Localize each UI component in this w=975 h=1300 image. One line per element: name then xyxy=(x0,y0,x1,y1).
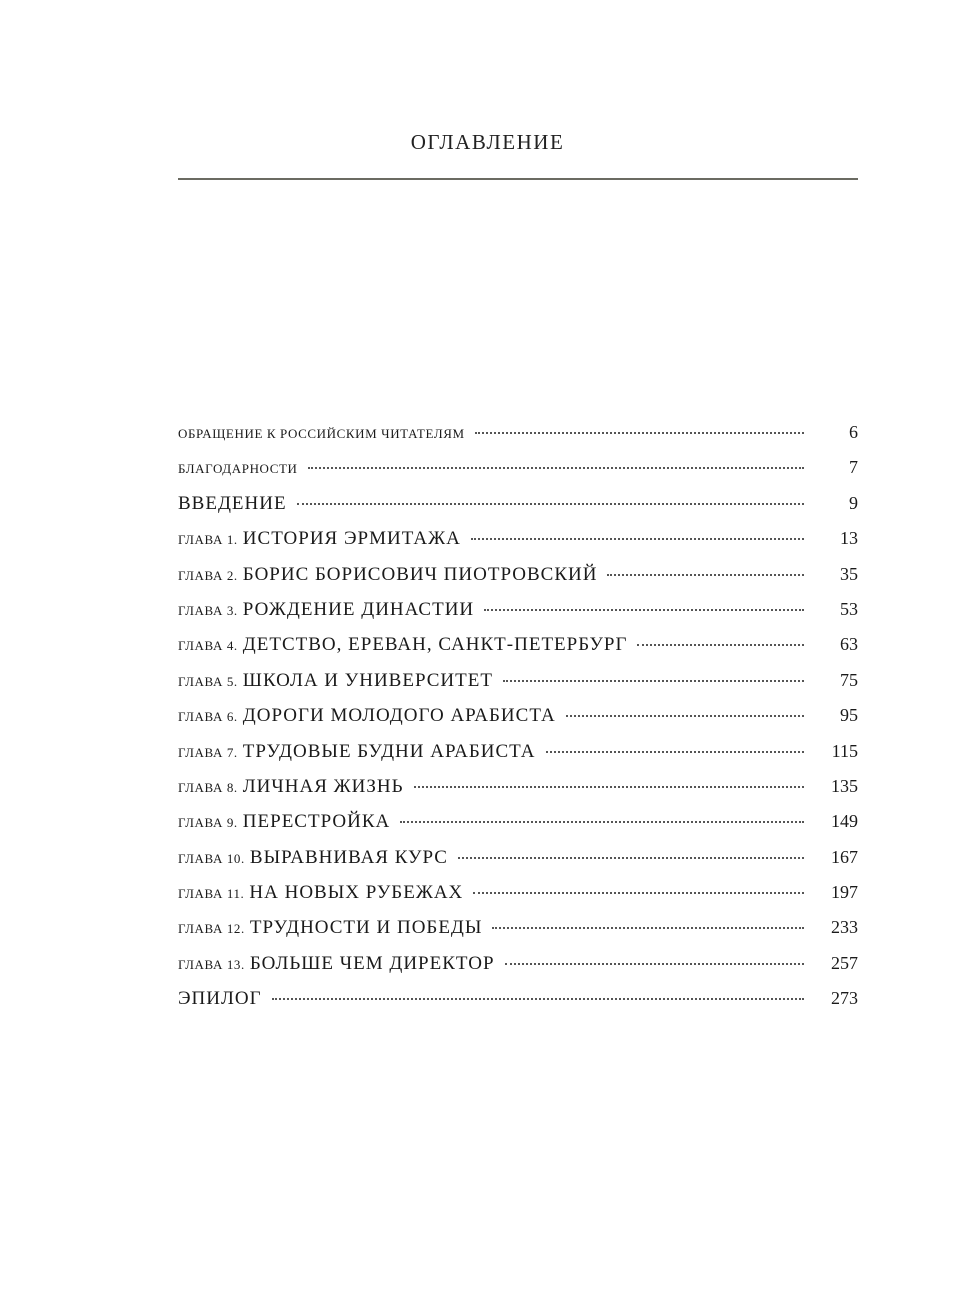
table-of-contents xyxy=(178,415,858,1017)
chapter-title: ТРУДОВЫЕ БУДНИ АРАБИСТА xyxy=(242,740,536,762)
chapter-number: ГЛАВА 1. xyxy=(178,532,238,548)
chapter-title: БЛАГОДАРНОСТИ xyxy=(178,461,298,477)
chapter-number: ГЛАВА 5. xyxy=(178,673,238,689)
chapter-title: БОРИС БОРИСОВИЧ ПИОТРОВСКИЙ xyxy=(242,563,598,585)
page-number: 167 xyxy=(831,846,858,867)
chapter-number: ГЛАВА 2. xyxy=(178,567,238,583)
toc-entry[interactable] xyxy=(178,946,858,981)
chapter-title: ЭПИЛОГ xyxy=(178,988,262,1010)
toc-entry-label xyxy=(178,804,390,840)
chapter-title: ЛИЧНАЯ ЖИЗНЬ xyxy=(242,775,404,797)
toc-entry-label xyxy=(178,557,597,593)
toc-entry[interactable] xyxy=(178,557,858,592)
page-number: 135 xyxy=(831,775,858,796)
dot-leader xyxy=(400,820,804,823)
toc-entry-label xyxy=(178,698,556,734)
dot-leader xyxy=(308,466,805,469)
toc-entry-label xyxy=(178,910,482,946)
toc-entry-label xyxy=(178,416,465,451)
page-number: 149 xyxy=(831,811,858,832)
chapter-number: ГЛАВА 8. xyxy=(178,779,238,795)
dot-leader xyxy=(272,997,804,1000)
toc-entry-label xyxy=(178,663,493,699)
page-number: 197 xyxy=(831,882,858,903)
toc-entry[interactable] xyxy=(178,698,858,733)
chapter-title: ПЕРЕСТРОЙКА xyxy=(242,811,391,833)
dot-leader xyxy=(414,785,804,788)
page-number: 9 xyxy=(849,492,858,513)
chapter-title: ИСТОРИЯ ЭРМИТАЖА xyxy=(242,528,461,550)
page-number: 63 xyxy=(840,634,858,655)
toc-entry-label xyxy=(178,734,536,770)
dot-leader xyxy=(475,431,804,434)
chapter-title: НА НОВЫХ РУБЕЖАХ xyxy=(249,882,464,904)
toc-entry-label xyxy=(178,592,474,628)
chapter-title: ВЫРАВНИВАЯ КУРС xyxy=(249,846,448,868)
toc-entry[interactable] xyxy=(178,840,858,875)
dot-leader xyxy=(566,714,804,717)
chapter-title: БОЛЬШЕ ЧЕМ ДИРЕКТОР xyxy=(249,952,495,974)
toc-entry-label xyxy=(178,769,404,805)
page-number: 13 xyxy=(840,528,858,549)
dot-leader xyxy=(297,502,804,505)
toc-entry[interactable] xyxy=(178,627,858,662)
toc-entry[interactable] xyxy=(178,734,858,769)
page-number: 95 xyxy=(840,705,858,726)
dot-leader xyxy=(503,679,804,682)
toc-entry[interactable] xyxy=(178,910,858,945)
toc-entry[interactable] xyxy=(178,981,858,1016)
page-number: 35 xyxy=(840,563,858,584)
dot-leader xyxy=(546,750,805,753)
toc-entry-label xyxy=(178,946,495,982)
toc-entry[interactable] xyxy=(178,415,858,450)
page-number: 75 xyxy=(840,669,858,690)
chapter-number: ГЛАВА 10. xyxy=(178,850,245,866)
toc-entry[interactable] xyxy=(178,875,858,910)
toc-entry[interactable] xyxy=(178,486,858,521)
dot-leader xyxy=(471,537,804,540)
chapter-title: ОБРАЩЕНИЕ К РОССИЙСКИМ ЧИТАТЕЛЯМ xyxy=(178,426,465,441)
page-number: 115 xyxy=(831,740,858,761)
dot-leader xyxy=(607,573,804,576)
toc-entry-label xyxy=(178,627,627,663)
dot-leader xyxy=(492,926,804,929)
toc-entry[interactable] xyxy=(178,592,858,627)
dot-leader xyxy=(473,891,804,894)
chapter-number: ГЛАВА 11. xyxy=(178,886,245,902)
chapter-number: ГЛАВА 4. xyxy=(178,638,238,654)
toc-entry[interactable] xyxy=(178,521,858,556)
page-number: 273 xyxy=(831,988,858,1009)
toc-entry[interactable] xyxy=(178,769,858,804)
toc-entry-label xyxy=(178,451,298,486)
page-title: ОГЛАВЛЕНИЕ xyxy=(410,130,565,154)
page-number: 233 xyxy=(831,917,858,938)
title-divider xyxy=(178,178,858,180)
chapter-number: ГЛАВА 7. xyxy=(178,744,238,760)
dot-leader xyxy=(458,856,804,859)
toc-entry-label xyxy=(178,486,287,522)
dot-leader xyxy=(505,962,804,965)
page-number: 7 xyxy=(849,457,858,478)
chapter-number: ГЛАВА 9. xyxy=(178,815,238,831)
chapter-title: ТРУДНОСТИ И ПОБЕДЫ xyxy=(249,917,483,939)
page-number: 53 xyxy=(840,598,858,619)
toc-entry-label xyxy=(178,981,262,1017)
dot-leader xyxy=(637,643,804,646)
chapter-number: ГЛАВА 6. xyxy=(178,709,238,725)
toc-entry-label xyxy=(178,840,448,876)
chapter-title: ДЕТСТВО, ЕРЕВАН, САНКТ-ПЕТЕРБУРГ xyxy=(242,634,628,656)
toc-entry-label xyxy=(178,521,461,557)
chapter-title: ШКОЛА И УНИВЕРСИТЕТ xyxy=(242,669,493,691)
chapter-title: ВВЕДЕНИЕ xyxy=(178,492,287,514)
page-number: 257 xyxy=(831,952,858,973)
chapter-title: ДОРОГИ МОЛОДОГО АРАБИСТА xyxy=(242,705,556,727)
toc-entry-label xyxy=(178,875,463,911)
dot-leader xyxy=(484,608,804,611)
page-number: 6 xyxy=(849,422,858,442)
toc-entry[interactable] xyxy=(178,663,858,698)
chapter-number: ГЛАВА 12. xyxy=(178,921,245,937)
chapter-number: ГЛАВА 13. xyxy=(178,956,245,972)
toc-entry[interactable] xyxy=(178,804,858,839)
chapter-title: РОЖДЕНИЕ ДИНАСТИИ xyxy=(242,598,475,620)
toc-entry[interactable] xyxy=(178,450,858,485)
chapter-number: ГЛАВА 3. xyxy=(178,602,238,618)
